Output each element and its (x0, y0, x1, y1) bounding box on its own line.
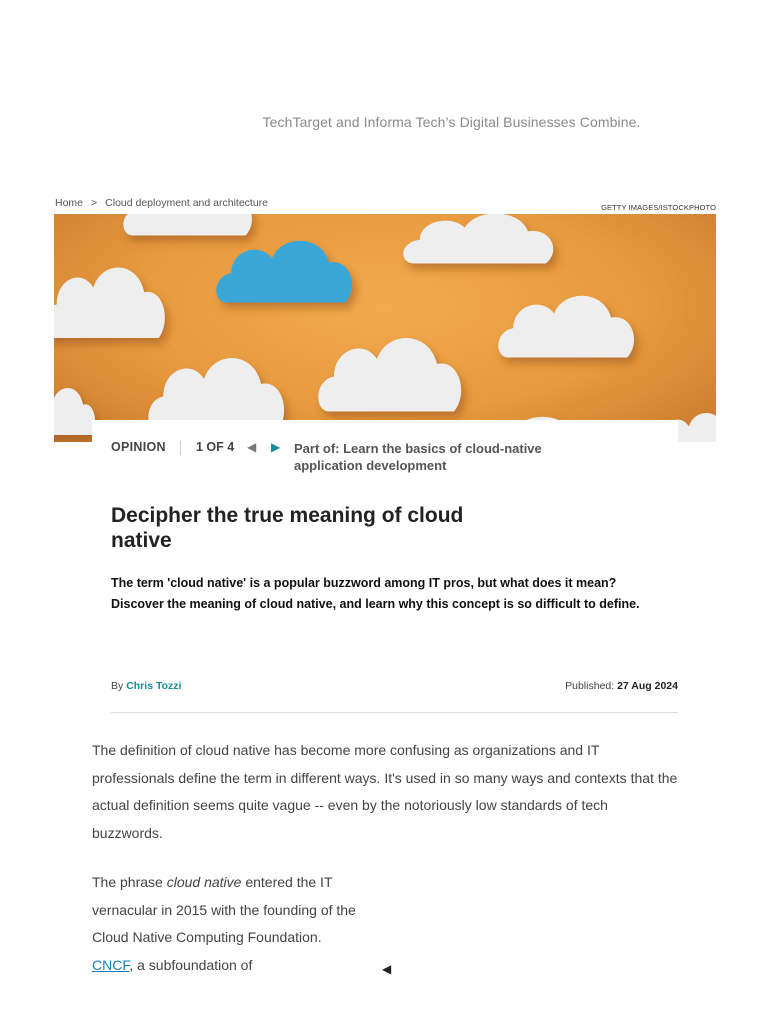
by-label: By (111, 680, 124, 692)
previous-arrow-icon[interactable]: ◀ (247, 440, 257, 454)
header-divider (111, 712, 678, 713)
article-title: Decipher the true meaning of cloud native (111, 504, 464, 552)
top-banner[interactable] (0, 114, 768, 132)
breadcrumb-section-link[interactable]: Cloud deployment and architecture (105, 197, 269, 209)
published-label: Published: (565, 680, 615, 692)
para2-text-start: The phrase (92, 874, 167, 890)
article-type-label: OPINION (111, 440, 166, 454)
published-date (565, 680, 678, 692)
blue-cloud (216, 241, 352, 303)
hero-image (54, 214, 716, 442)
author-link[interactable]: Chris Tozzi (126, 680, 182, 692)
image-credit: GETTY IMAGES/ISTOCKPHOTO (601, 203, 716, 212)
para2-italic: cloud native (166, 874, 242, 890)
banner-text[interactable]: TechTarget and Informa Tech’s Digital Businesses Combine. (262, 114, 641, 130)
published-date-value: 27 Aug 2024 (617, 680, 678, 692)
breadcrumb (55, 197, 268, 209)
byline (111, 680, 181, 692)
para2-text-end: , a subfoundation of (129, 956, 253, 973)
series-counter: 1 OF 4 (196, 440, 235, 454)
meta-divider (180, 441, 181, 455)
article-summary: The term 'cloud native' is a popular buzzword among IT pros, but what does it mean? Discover the meaning of cloud native, and learn why this concept is so difficult to define. (111, 576, 640, 611)
breadcrumb-separator: > (91, 197, 98, 209)
series-link[interactable]: Part of: Learn the basics of cloud-native application development (294, 441, 542, 473)
cncf-link[interactable]: CNCF (92, 956, 130, 973)
next-arrow-icon[interactable]: ▶ (271, 440, 281, 454)
body-paragraph-2 (92, 869, 362, 979)
breadcrumb-home-link[interactable]: Home (55, 197, 84, 209)
para2-text-mid: entered the IT vernacular in 2015 with the founding of the Cloud Native Computing Foundation. (92, 874, 356, 945)
body-paragraph-1: The definition of cloud native has become more confusing as organizations and IT professionals define the term in different ways. It's used in so many ways and contexts that the actual definition seems quite vague -- even by the notoriously low standards of tech buzzwords. (92, 742, 678, 841)
collapse-arrow-icon[interactable]: ◀ (382, 962, 392, 976)
clouds-illustration (54, 214, 716, 442)
